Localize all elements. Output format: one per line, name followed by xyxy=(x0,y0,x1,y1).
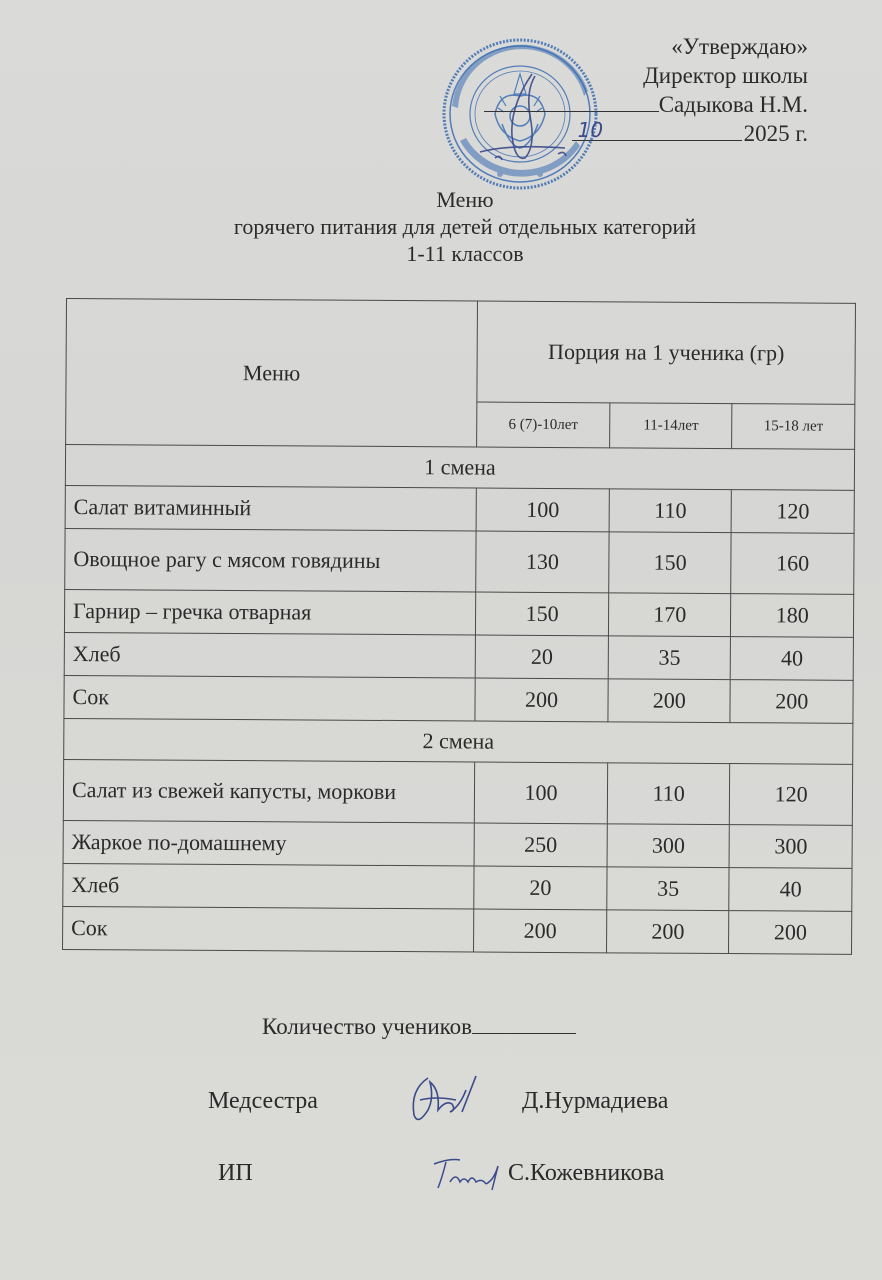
item-name: Гарнир – гречка отварная xyxy=(64,589,475,635)
item-value: 130 xyxy=(476,531,609,593)
item-name: Салат из свежей капусты, моркови xyxy=(63,759,474,823)
header-age-1: 6 (7)-10лет xyxy=(477,402,610,448)
item-value: 120 xyxy=(730,764,853,826)
item-value: 200 xyxy=(729,911,852,955)
item-value: 100 xyxy=(476,488,609,532)
approval-position: Директор школы xyxy=(643,63,808,88)
item-name: Салат витаминный xyxy=(65,485,476,531)
item-value: 35 xyxy=(607,867,730,911)
item-value: 110 xyxy=(607,763,730,825)
item-value: 40 xyxy=(729,868,852,912)
approval-block xyxy=(484,32,808,148)
table-row xyxy=(64,675,853,723)
approval-heading: «Утверждаю» xyxy=(671,34,808,59)
approval-name-line xyxy=(484,90,808,119)
document-title xyxy=(140,186,790,267)
signature-line xyxy=(484,97,659,112)
item-value: 200 xyxy=(475,678,608,722)
table-header-row xyxy=(66,299,856,405)
item-value: 150 xyxy=(476,592,609,636)
item-value: 120 xyxy=(732,490,855,534)
menu-table xyxy=(62,298,856,955)
item-name: Сок xyxy=(64,675,475,721)
item-name: Сок xyxy=(63,906,474,952)
approval-name: Садыкова Н.М. xyxy=(658,92,808,117)
item-name: Жаркое по-домашнему xyxy=(63,820,474,866)
shift-row xyxy=(65,445,854,491)
table-row xyxy=(63,863,852,911)
item-value: 160 xyxy=(731,533,854,595)
item-value: 35 xyxy=(608,636,731,680)
header-portion: Порция на 1 ученика (гр) xyxy=(477,301,856,404)
item-name: Овощное рагу с мясом говядины xyxy=(65,528,476,592)
item-value: 150 xyxy=(609,532,732,594)
student-count-label: Количество учеников xyxy=(262,1014,472,1039)
table-row xyxy=(64,632,853,680)
handwritten-date: 10 xyxy=(577,118,604,142)
date-blank xyxy=(572,120,742,141)
item-value: 170 xyxy=(608,593,731,637)
item-value: 40 xyxy=(731,637,854,681)
approval-date-line xyxy=(572,119,808,148)
item-value: 100 xyxy=(474,762,607,824)
shift-row xyxy=(64,718,853,764)
shift-label: 2 смена xyxy=(64,718,853,764)
item-value: 110 xyxy=(609,489,732,533)
item-value: 200 xyxy=(608,679,731,723)
table-row xyxy=(63,820,852,868)
item-value: 180 xyxy=(731,594,854,638)
item-value: 300 xyxy=(730,825,853,869)
table-row xyxy=(65,485,854,533)
student-count-line xyxy=(262,1014,576,1040)
table-row xyxy=(64,589,853,637)
header-menu: Меню xyxy=(66,299,478,448)
item-value: 20 xyxy=(474,866,607,910)
item-value: 300 xyxy=(607,824,730,868)
item-value: 200 xyxy=(474,909,607,953)
item-value: 200 xyxy=(730,680,853,724)
table-row xyxy=(63,759,852,825)
item-name: Хлеб xyxy=(63,863,474,909)
title-line-3: 1-11 классов xyxy=(406,241,524,266)
signatory-name: С.Кожевникова xyxy=(508,1160,665,1186)
signature-icon xyxy=(400,1070,480,1130)
item-value: 250 xyxy=(474,823,607,867)
item-name: Хлеб xyxy=(64,632,475,678)
menu-table-wrap xyxy=(62,298,856,955)
signatory-role: ИП xyxy=(218,1160,253,1186)
title-line-2: горячего питания для детей отдельных категорий xyxy=(233,214,697,239)
table-row xyxy=(63,906,852,954)
student-count-blank xyxy=(472,1015,576,1034)
signatory-name: Д.Нурмадиева xyxy=(522,1088,669,1114)
shift-label: 1 смена xyxy=(65,445,854,491)
signatory-role: Медсестра xyxy=(208,1088,318,1114)
item-value: 20 xyxy=(475,635,608,679)
item-value: 200 xyxy=(606,910,729,954)
table-row xyxy=(65,528,854,594)
title-line-1: Меню xyxy=(436,187,494,212)
signature-icon xyxy=(430,1152,510,1197)
header-age-2: 11-14лет xyxy=(610,403,733,449)
header-age-3: 15-18 лет xyxy=(732,404,855,450)
approval-year: 2025 г. xyxy=(743,121,808,146)
